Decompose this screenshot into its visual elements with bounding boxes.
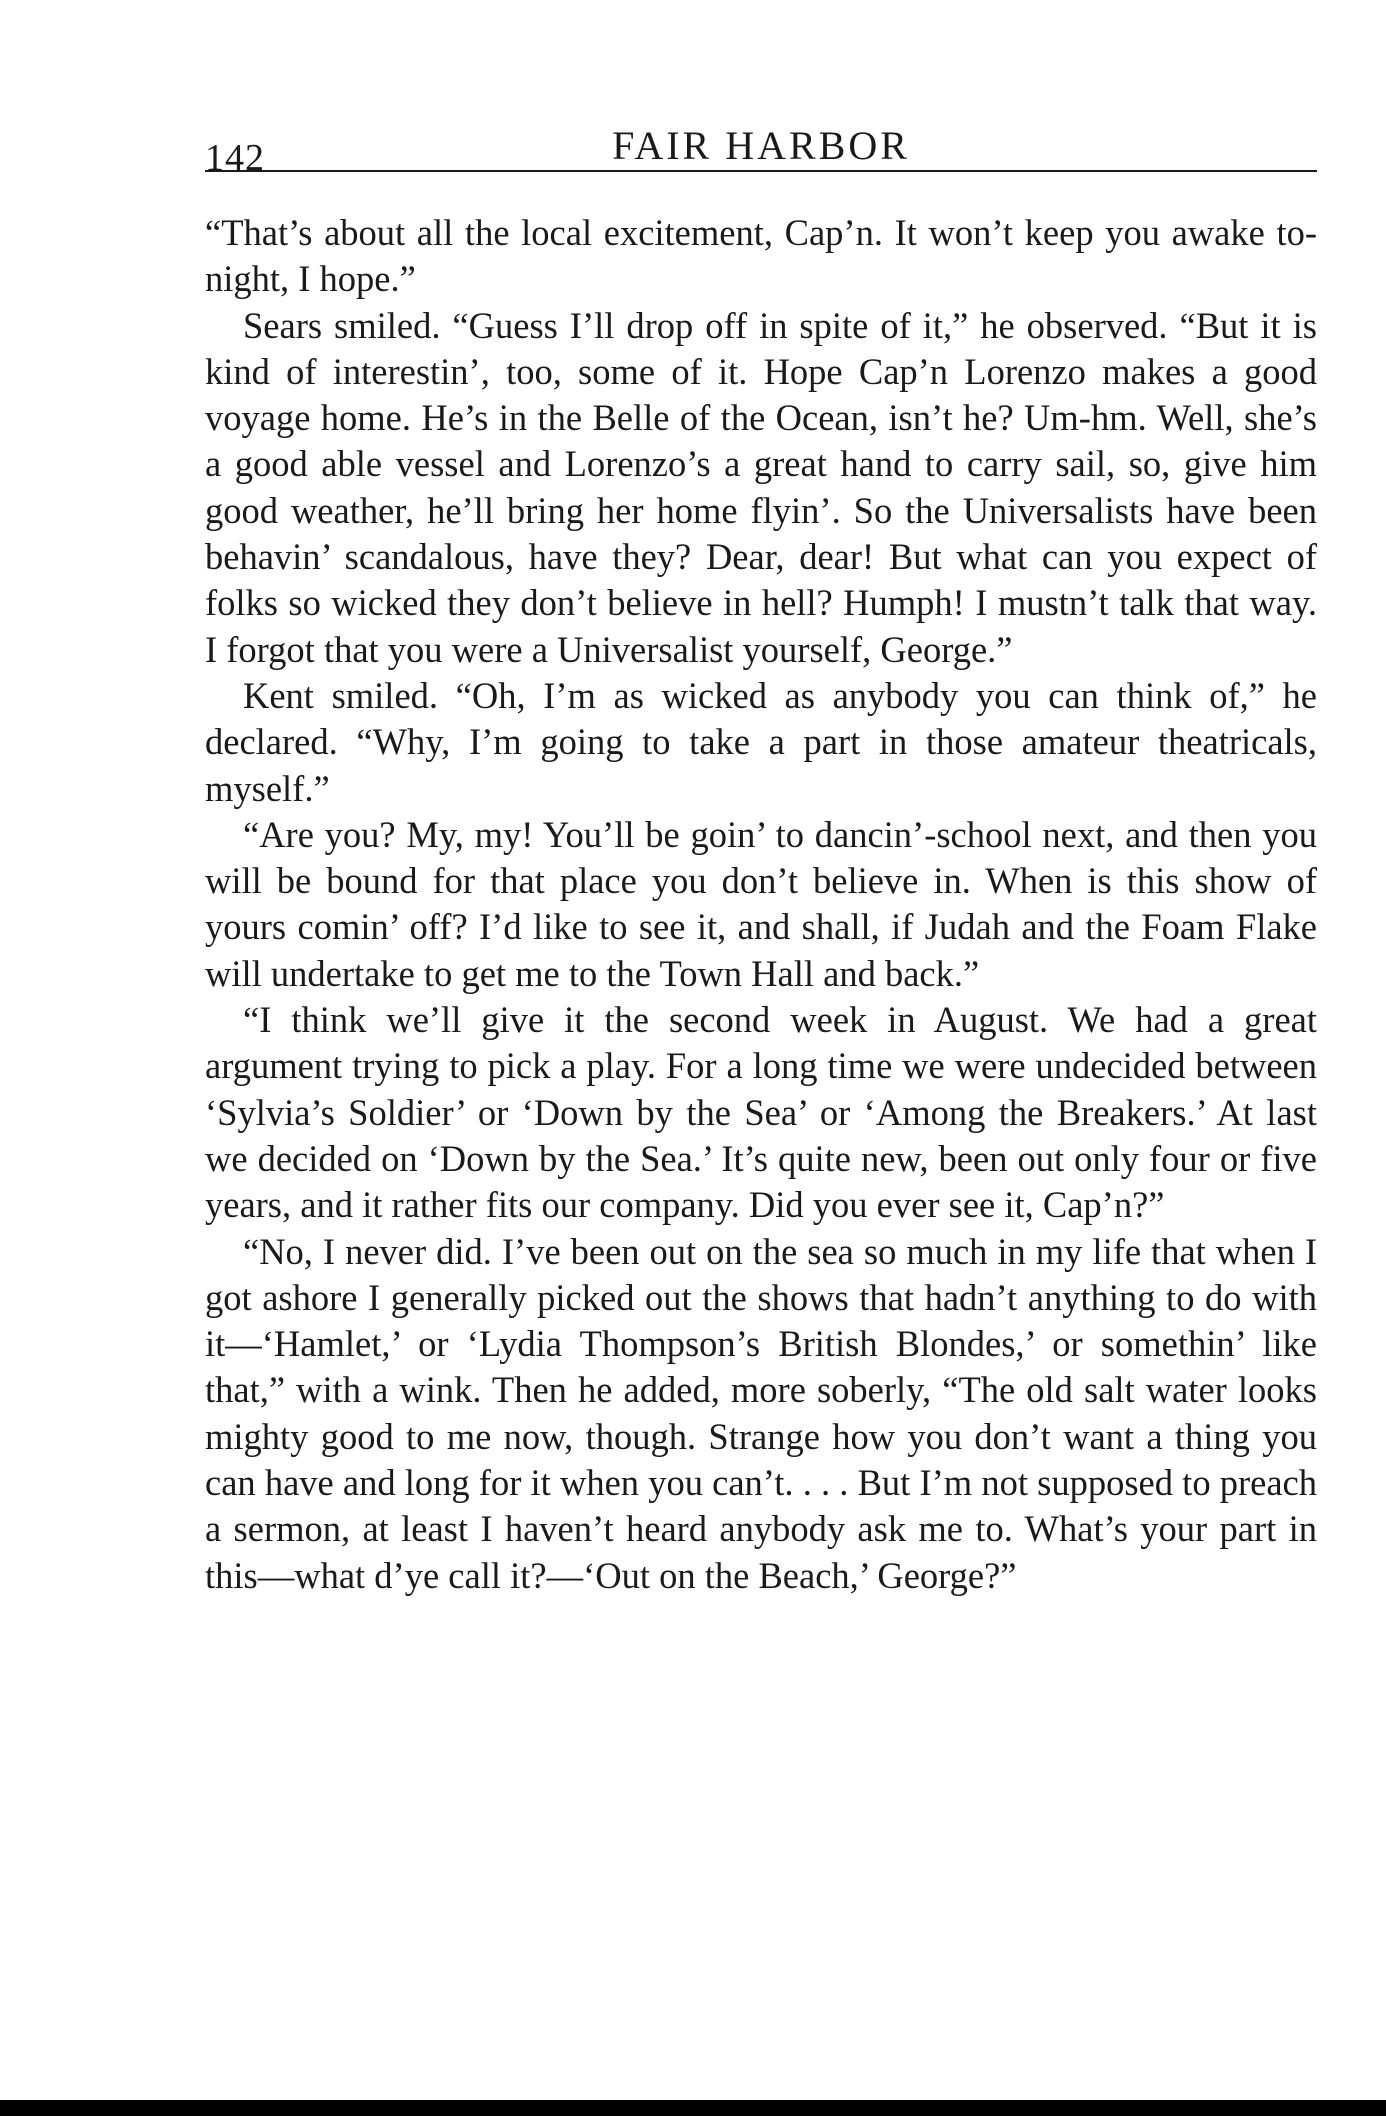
header-rule [205,170,1317,172]
page-number: 142 [205,137,265,179]
paragraph: Sears smiled. “Guess I’ll drop off in spite of it,” he observed. “But it is kind of interestin’, too, some of it. Hope Cap’n Lorenzo makes a good voyage home. He’s in the Belle of the Ocean, isn’t he? Um-hm. Well, she’s a good able vessel and Lorenzo’s a great hand to carry sail, so, give him good weather, he’ll bring her home flyin’. So the Universalists have been behavin’ scandalous, have they? Dear, dear! But what can you expect of folks so wicked they don’t believe in hell? Humph! I mustn’t talk that way. I forgot that you were a Universalist yourself, George.” [205,304,1317,670]
scan-edge-bar [0,2100,1386,2116]
paragraph: “No, I never did. I’ve been out on the sea so much in my life that when I got ashore I generally picked out the shows that hadn’t anything to do with it—‘Hamlet,’ or ‘Lydia Thompson’s British Blondes,’ or somethin’ like that,” with a wink. Then he added, more soberly, “The old salt water looks mighty good to me now, though. Strange how you don’t want a thing you can have and long for it when you can’t. . . . But I’m not supposed to preach a sermon, at least I haven’t heard anybody ask me to. What’s your part in this—what d’ye call it?—‘Out on the Beach,’ George?” [205,1230,1317,1596]
paragraph: “That’s about all the local excitement, Cap’n. It won’t keep you awake to-night, I hope.” [205,212,1317,300]
paragraph: “Are you? My, my! You’ll be goin’ to dancin’-school next, and then you will be bound for that place you don’t believe in. When is this show of yours comin’ off? I’d like to see it, and shall, if Judah and the Foam Flake will undertake to get me to the Town Hall and back.” [205,813,1317,994]
body-text [205,210,1317,1599]
paragraph: Kent smiled. “Oh, I’m as wicked as anybody you can think of,” he declared. “Why, I’m going to take a part in those amateur theatricals, myself.” [205,674,1317,809]
paragraph: “I think we’ll give it the second week in August. We had a great argument trying to pick a play. For a long time we were undecided between ‘Sylvia’s Soldier’ or ‘Down by the Sea’ or ‘Among the Breakers.’ At last we decided on ‘Down by the Sea.’ It’s quite new, been out only four or five years, and it rather fits our company. Did you ever see it, Cap’n?” [205,999,1317,1226]
page-header [205,112,1317,179]
running-title: FAIR HARBOR [612,123,910,168]
